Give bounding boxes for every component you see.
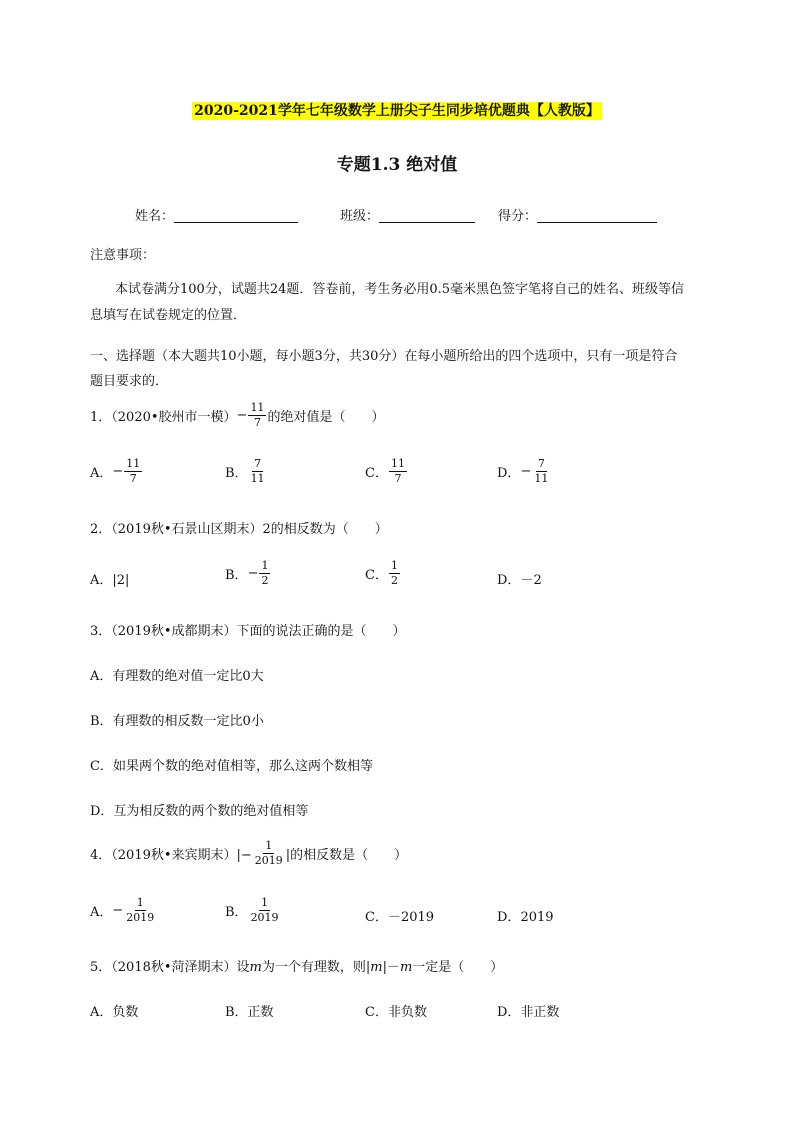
banner-title: 2020-2021学年七年级数学上册尖子生同步培优题典【人教版】 xyxy=(194,103,600,119)
fraction-numerator: 1 xyxy=(261,559,269,572)
class-blank xyxy=(379,208,475,223)
class-field xyxy=(340,205,475,224)
name-field xyxy=(135,205,298,224)
option-text: －2019 xyxy=(387,910,435,925)
option-label: B． xyxy=(225,466,248,481)
question-5-option-a: A．负数 xyxy=(90,1005,139,1020)
fraction-numerator: 1 xyxy=(390,559,398,572)
fraction-denominator: 7 xyxy=(394,472,402,485)
section-heading-line-2: 题目要求的． xyxy=(90,374,169,389)
question-1-source: 1．（2020•胶州市一模） xyxy=(90,410,237,425)
question-2-option-b xyxy=(225,560,271,587)
page-title: 专题1.3 绝对值 xyxy=(336,155,458,175)
option-label: C． xyxy=(365,568,388,583)
question-3: 3．（2019秋•成都期末）下面的说法正确的是（ ） xyxy=(90,624,406,639)
fraction-numerator: 11 xyxy=(126,457,141,470)
question-1-fraction xyxy=(248,402,266,429)
question-3-option-d: D．互为相反数的两个数的绝对值相等 xyxy=(90,804,309,819)
question-3-option-c: C．如果两个数的绝对值相等，那么这两个数相等 xyxy=(90,759,373,774)
section-heading-line-1: 一、选择题（本大题共10小题，每小题3分，共30分）在每小题所给出的四个选项中，只有一项是符合 xyxy=(90,349,678,364)
name-label: 姓名： xyxy=(135,209,175,224)
score-label: 得分： xyxy=(498,209,538,224)
fraction-denominator: 2019 xyxy=(250,911,279,924)
score-blank xyxy=(537,208,657,223)
name-blank xyxy=(174,208,298,223)
option-label: D． xyxy=(497,573,521,588)
fraction-denominator: 2 xyxy=(390,574,398,587)
variable-m: m xyxy=(249,960,262,975)
fraction-denominator: 7 xyxy=(253,416,261,429)
option-label: A． xyxy=(90,573,113,588)
question-4-fraction xyxy=(253,840,285,867)
notice-line-2: 息填写在试卷规定的位置． xyxy=(90,308,247,323)
option-fraction xyxy=(532,458,550,485)
fraction-numerator: 1 xyxy=(261,896,269,909)
fraction-numerator: 7 xyxy=(537,457,545,470)
question-2-option-a xyxy=(90,569,129,588)
question-4-source: 4．（2019秋•来宾期末）|− xyxy=(90,848,252,863)
question-2: 2．（2019秋•石景山区期末）2的相反数为（ ） xyxy=(90,522,388,537)
notice-line-1: 本试卷满分100分，试题共24题．答卷前，考生务必用0.5毫米黑色签字笔将自己的姓名、班级等信 xyxy=(115,282,685,297)
option-fraction xyxy=(249,458,267,485)
option-text: |2| xyxy=(112,573,130,588)
question-1-option-b xyxy=(225,458,268,485)
option-label: D． xyxy=(497,910,521,925)
option-sign: − xyxy=(112,903,124,918)
question-4 xyxy=(90,840,407,867)
question-1-sign: − xyxy=(236,408,248,423)
option-fraction xyxy=(389,560,400,587)
option-sign: − xyxy=(520,464,532,479)
fraction-denominator: 7 xyxy=(129,472,137,485)
question-2-option-c xyxy=(365,560,401,587)
question-5-option-b: B．正数 xyxy=(225,1005,274,1020)
fraction-numerator: 1 xyxy=(265,839,273,852)
question-5-text: |－ xyxy=(382,960,400,975)
fraction-numerator: 11 xyxy=(390,457,405,470)
option-label: D． xyxy=(497,466,521,481)
question-4-option-d xyxy=(497,906,554,925)
question-5-source: 5．（2018秋•菏泽期末）设 xyxy=(90,960,250,975)
question-1-option-a xyxy=(90,458,143,485)
header xyxy=(0,100,794,120)
class-label: 班级： xyxy=(340,209,380,224)
option-fraction xyxy=(124,458,142,485)
fraction-denominator: 11 xyxy=(534,472,549,485)
option-label: A． xyxy=(90,466,113,481)
question-5 xyxy=(90,956,503,975)
fraction-denominator: 2019 xyxy=(254,854,283,867)
question-5-option-d: D．非正数 xyxy=(497,1005,560,1020)
question-1-option-d xyxy=(497,458,551,485)
option-label: A． xyxy=(90,905,113,920)
question-2-option-d xyxy=(497,569,542,588)
question-5-option-c: C．非负数 xyxy=(365,1005,427,1020)
question-1-stem: 的绝对值是（ ） xyxy=(267,410,385,425)
question-4-stem: |的相反数是（ ） xyxy=(285,848,408,863)
option-fraction xyxy=(389,458,407,485)
question-4-option-a xyxy=(90,897,157,924)
option-fraction xyxy=(249,897,281,924)
fraction-denominator: 2019 xyxy=(126,911,155,924)
question-1-option-c xyxy=(365,458,408,485)
question-1 xyxy=(90,402,384,429)
fraction-numerator: 1 xyxy=(136,896,144,909)
option-label: C． xyxy=(365,910,388,925)
option-label: C． xyxy=(365,466,388,481)
option-fraction xyxy=(259,560,270,587)
notice-heading: 注意事项： xyxy=(90,248,156,263)
question-4-option-b xyxy=(225,897,282,924)
score-field xyxy=(498,205,657,224)
option-sign: − xyxy=(112,464,124,479)
option-text: －2 xyxy=(520,573,542,588)
question-4-option-c xyxy=(365,906,434,925)
fraction-numerator: 11 xyxy=(250,401,265,414)
question-3-option-a: A．有理数的绝对值一定比0大 xyxy=(90,669,264,684)
fraction-denominator: 2 xyxy=(261,574,269,587)
variable-m: m xyxy=(370,960,383,975)
fraction-numerator: 7 xyxy=(254,457,262,470)
option-label: B． xyxy=(225,905,248,920)
question-3-option-b: B．有理数的相反数一定比0小 xyxy=(90,714,264,729)
question-5-stem: 一定是（ ） xyxy=(412,960,504,975)
question-5-text: 为一个有理数，则| xyxy=(261,960,371,975)
option-fraction xyxy=(124,897,156,924)
option-sign: − xyxy=(247,566,259,581)
option-text: 2019 xyxy=(520,910,554,925)
fraction-denominator: 11 xyxy=(250,472,265,485)
variable-m: m xyxy=(399,960,413,975)
option-label: B． xyxy=(225,568,248,583)
